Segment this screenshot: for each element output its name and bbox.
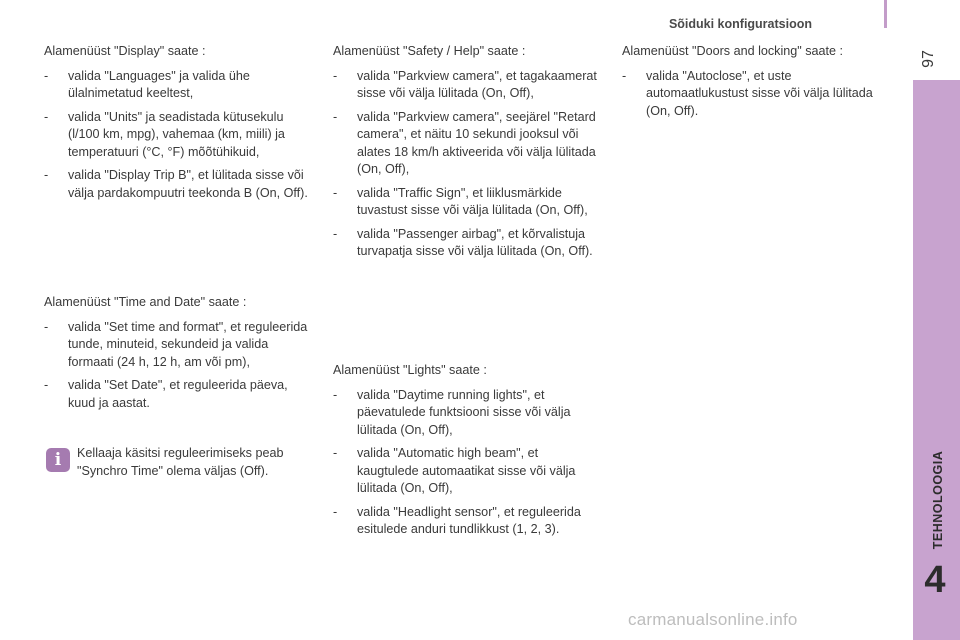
- list-item-text: valida "Traffic Sign", et liiklusmärkide tuvastust sisse või välja lülitada (On, Off),: [357, 185, 588, 217]
- dash-bullet: -: [333, 185, 338, 200]
- list-item: [622, 68, 894, 121]
- info-icon: i: [46, 448, 70, 472]
- list-item: [44, 319, 314, 372]
- list-item-text: valida "Headlight sensor", et reguleerida esitulede anduri tundlikkust (1, 2, 3).: [357, 504, 581, 536]
- list-item-text: valida "Parkview camera", et tagakaamerat sisse või välja lülitada (On, Off),: [357, 68, 597, 100]
- list-item-text: valida "Autoclose", et uste automaatlukustust sisse või välja lülitada (On, Off).: [646, 68, 873, 118]
- section-heading: Alamenüüst "Safety / Help" saate :: [333, 44, 526, 58]
- watermark: carmanualsonline.info: [628, 610, 798, 629]
- dash-bullet: -: [333, 68, 338, 83]
- page-number: 97: [920, 50, 937, 68]
- info-note: [44, 445, 314, 480]
- chapter-sidebar: [913, 80, 960, 640]
- list-item: [44, 377, 314, 412]
- section-lights: [333, 362, 603, 545]
- list-item-text: valida "Set time and format", et reguleerida tunde, minuteid, sekundeid ja valida formaati (24 h, 12 h, am või pm),: [68, 319, 308, 369]
- list-item: [333, 109, 603, 179]
- list-item: [333, 68, 603, 103]
- section-heading: Alamenüüst "Display" saate :: [44, 44, 206, 58]
- list-item-text: valida "Passenger airbag", et kõrvalistuja turvapatja sisse või välja lülitada (On, Off).: [357, 226, 593, 258]
- list-item-text: valida "Display Trip B", et lülitada sisse või välja pardakompuutri teekonda B (On, Off).: [68, 168, 308, 200]
- dash-bullet: -: [44, 109, 49, 124]
- list-item-text: valida "Languages" ja valida ühe ülalnimetatud keeltest,: [68, 68, 250, 100]
- list-item: [44, 167, 314, 202]
- info-text: Kellaaja käsitsi reguleerimiseks peab "Synchro Time" olema väljas (Off).: [77, 446, 284, 478]
- page-header: [668, 0, 890, 32]
- list-item: [333, 226, 603, 261]
- section-display: [44, 43, 314, 208]
- dash-bullet: -: [44, 319, 49, 334]
- list-item-text: valida "Daytime running lights", et päevatulede funktsiooni sisse või välja lülitada (On, Off),: [357, 387, 571, 437]
- section-heading: Alamenüüst "Time and Date" saate :: [44, 295, 247, 309]
- dash-bullet: -: [44, 168, 49, 182]
- chapter-number: 4: [924, 559, 946, 601]
- dash-bullet: -: [333, 446, 338, 460]
- header-divider: [884, 0, 887, 28]
- section-heading: Alamenüüst "Doors and locking" saate :: [622, 44, 844, 58]
- list-item: [333, 504, 603, 539]
- list-item-text: valida "Parkview camera", seejärel "Retard camera", et näitu 10 sekundi jooksul või alates 18 km/h aktiveerida või välja lülitada (On, Off),: [357, 109, 596, 176]
- list-item: [333, 185, 603, 220]
- list-item: [44, 68, 314, 103]
- list-item-text: valida "Set Date", et reguleerida päeva, kuud ja aastat.: [68, 378, 288, 410]
- list-item: [333, 387, 603, 440]
- dash-bullet: -: [333, 109, 338, 124]
- dash-bullet: -: [44, 68, 49, 83]
- section-safety-help: [333, 43, 603, 267]
- section-doors-locking: [622, 43, 894, 126]
- bullet-list: [44, 319, 314, 413]
- dash-bullet: -: [44, 378, 49, 392]
- section-time-date: [44, 294, 314, 418]
- dash-bullet: -: [333, 226, 338, 241]
- list-item-text: valida "Automatic high beam", et kaugtulede automaatikat sisse või välja lülitada (On, Off),: [357, 446, 576, 495]
- bullet-list: [44, 68, 314, 203]
- bullet-list: [333, 387, 603, 539]
- bullet-list: [622, 68, 894, 121]
- chapter-label: TEHNOLOOGIA: [931, 450, 945, 550]
- list-item-text: valida "Units" ja seadistada kütusekulu (l/100 km, mpg), vahemaa (km, miili) ja temperatuuri (°C, °F) mõõtühikuid,: [68, 109, 285, 159]
- section-heading: Alamenüüst "Lights" saate :: [333, 363, 487, 377]
- list-item: [44, 109, 314, 162]
- list-item: [333, 445, 603, 498]
- dash-bullet: -: [622, 68, 627, 83]
- header-title: Sõiduki konfiguratsioon: [668, 17, 812, 31]
- bullet-list: [333, 68, 603, 261]
- dash-bullet: -: [333, 387, 338, 402]
- dash-bullet: -: [333, 504, 338, 519]
